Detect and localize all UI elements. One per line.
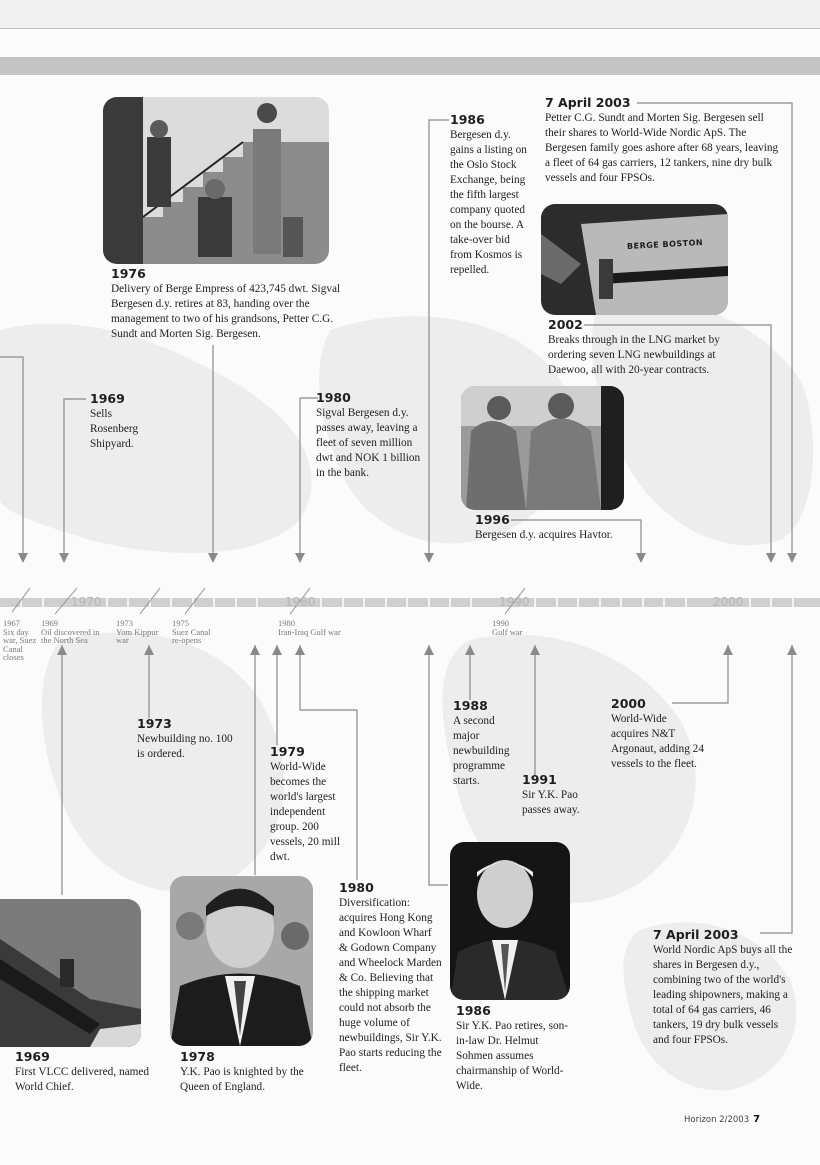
decade-label-2000: 2000 bbox=[713, 595, 744, 609]
page-footer bbox=[684, 1114, 760, 1125]
event-1969-first-vlcc: 1969 First VLCC delivered, named World Chief. bbox=[15, 1049, 150, 1093]
photo-berge-boston-ship bbox=[541, 204, 728, 315]
world-event-1973: 1973 Yom Kippur war bbox=[116, 618, 159, 645]
event-2002-lng: 2002 Breaks through in the LNG market by ordering seven LNG newbuildings at Daewoo, all with 20-year contracts. bbox=[548, 317, 720, 376]
decade-label-1990: 1990 bbox=[499, 595, 530, 609]
event-1980-bergesen-passes: 1980 Sigval Bergesen d.y. passes away, leaving a fleet of seven million dwt and NOK 1 billion in the bank. bbox=[316, 390, 421, 479]
event-1991-pao-passes: 1991 Sir Y.K. Pao passes away. bbox=[522, 772, 580, 816]
event-1996-havtor: 1996 Bergesen d.y. acquires Havtor. bbox=[475, 512, 613, 541]
photo-grandsons-on-stairs bbox=[103, 97, 329, 264]
world-event-1975: 1975 Suez Canal re-opens bbox=[172, 618, 211, 645]
world-event-1980: 1980 Iran-Iraq Gulf war bbox=[278, 618, 341, 637]
world-event-1969: 1969 Oil discovered in the North Sea bbox=[41, 618, 100, 645]
event-1986-pao-retires: 1986 Sir Y.K. Pao retires, son-in-law Dr. Helmut Sohmen assumes chairmanship of World-Wide. bbox=[456, 1003, 569, 1092]
decade-label-1980: 1980 bbox=[285, 595, 316, 609]
photo-yk-pao bbox=[170, 876, 313, 1046]
event-1979-largest-group: 1979 World-Wide becomes the world's largest independent group. 200 vessels, 20 mill dwt. bbox=[270, 744, 340, 863]
decade-label-1970: 1970 bbox=[71, 595, 102, 609]
event-1969-sells-shipyard: 1969 Sells Rosenberg Shipyard. bbox=[90, 391, 139, 450]
ship-name-label: BERGE BOSTON bbox=[626, 238, 704, 251]
photo-workers-in-overalls bbox=[461, 386, 624, 510]
event-2000-argonaut: 2000 World-Wide acquires N&T Argonaut, adding 24 vessels to the fleet. bbox=[611, 696, 704, 770]
photo-vlcc-world-chief bbox=[0, 899, 141, 1047]
event-1976: 1976 Delivery of Berge Empress of 423,745 dwt. Sigval Bergesen d.y. retires at 83, handing over the management to two of his grandsons, Petter C.G. Sundt and Morten Sig. Bergesen. bbox=[111, 266, 341, 340]
publication-name: Horizon 2/2003 bbox=[684, 1115, 750, 1125]
page-number: 7 bbox=[753, 1114, 761, 1125]
event-1980-diversification: 1980 Diversification: acquires Hong Kong and Kowloon Wharf & Godown Company and Wheelock Marden & Co. Believing that the shipping market could not absorb the huge volume of newbuildings, Sir Y.K. Pao starts reducing the fleet. bbox=[339, 880, 442, 1074]
event-1988-programme: 1988 A second major newbuilding programme starts. bbox=[453, 698, 510, 787]
photo-helmut-sohmen bbox=[450, 842, 570, 1000]
event-2003-shares-sold: 7 April 2003 Petter C.G. Sundt and Morten Sig. Bergesen sell their shares to World-Wide Nordic ApS. The Bergesen family goes ashore after 68 years, leaving a fleet of 64 gas carriers, 12 tankers, nine dry bulk vessels and four FPSOs. bbox=[545, 95, 779, 184]
event-1986-listing: 1986 Bergesen d.y. gains a listing on the Oslo Stock Exchange, being the fifth largest company quoted on the bourse. A take-over bid from Kosmos is repelled. bbox=[450, 112, 527, 276]
world-event-1990: 1990 Gulf war bbox=[492, 618, 523, 637]
event-2003-world-nordic: 7 April 2003 World Nordic ApS buys all the shares in Bergesen d.y., combining two of the world's leading shipowners, making a total of 64 gas carriers, 46 tankers, 19 dry bulk vessels and four FPSOs. bbox=[653, 927, 793, 1046]
event-1973-newbuilding: 1973 Newbuilding no. 100 is ordered. bbox=[137, 716, 233, 760]
event-1978-knighted: 1978 Y.K. Pao is knighted by the Queen of England. bbox=[180, 1049, 304, 1093]
world-event-1967: 1967 Six day war, Suez Canal closes bbox=[3, 618, 37, 662]
